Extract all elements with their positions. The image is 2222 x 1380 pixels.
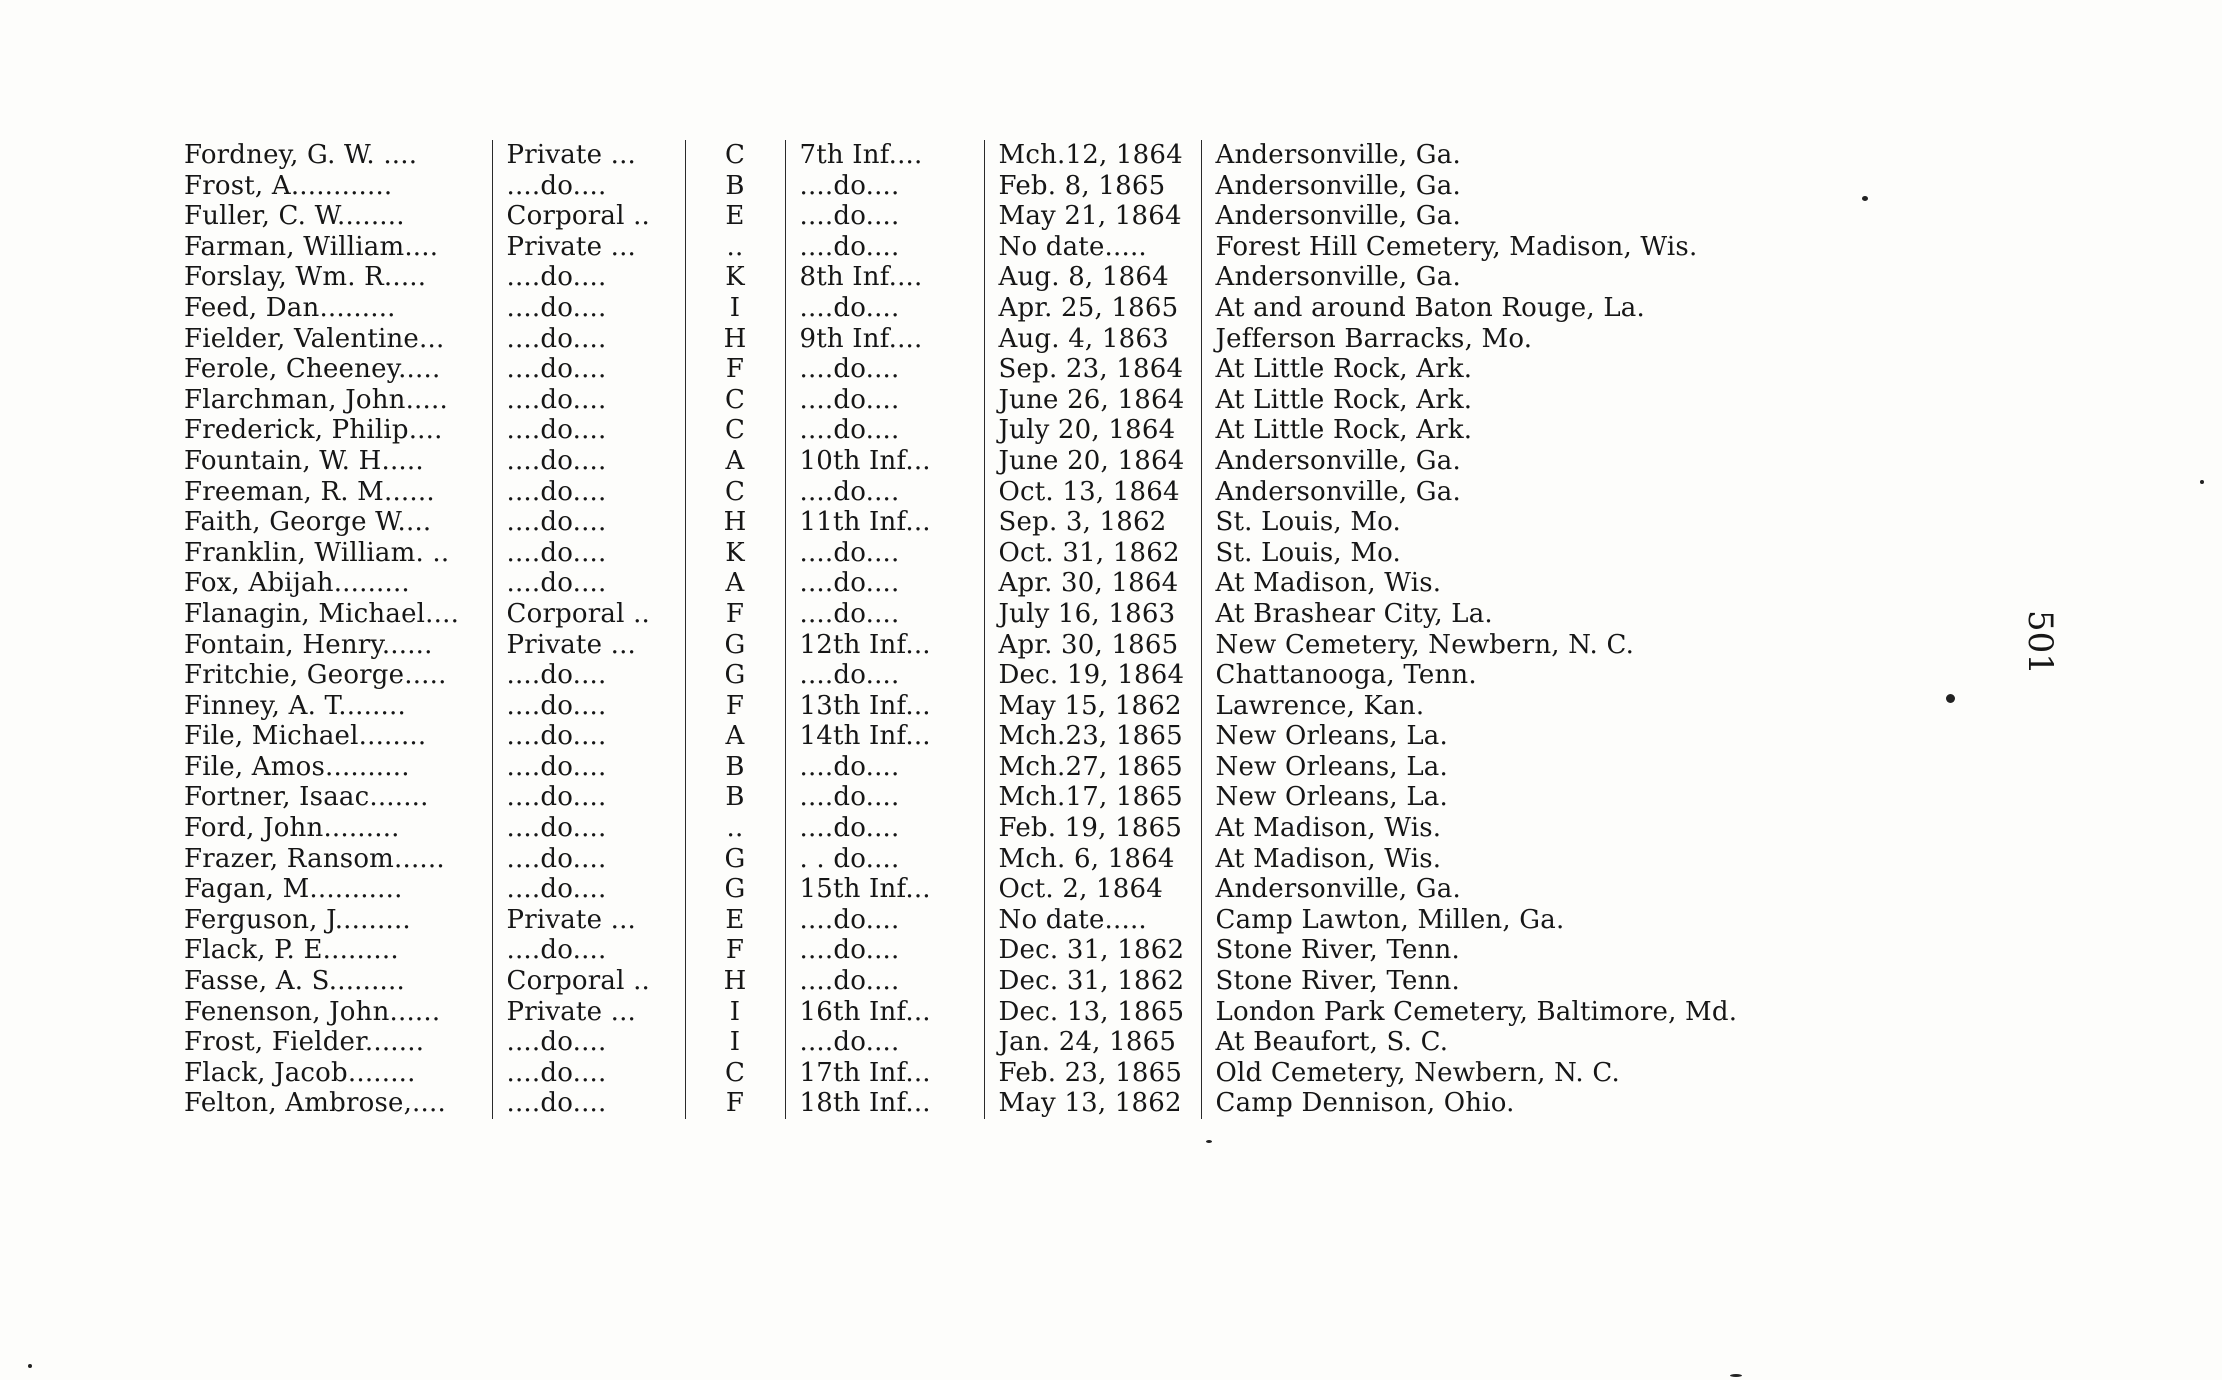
rank: Private ... — [492, 905, 685, 936]
regiment: 15th Inf... — [785, 874, 984, 905]
death-date: Feb. 19, 1865 — [984, 813, 1201, 844]
regiment: ....do.... — [785, 905, 984, 936]
rank: ....do.... — [492, 935, 685, 966]
regiment: 9th Inf.... — [785, 324, 984, 355]
company: A — [685, 446, 785, 477]
burial-place: Andersonville, Ga. — [1201, 171, 1801, 202]
death-date: Jan. 24, 1865 — [984, 1027, 1201, 1058]
burial-place: Camp Lawton, Millen, Ga. — [1201, 905, 1801, 936]
rank: Corporal .. — [492, 966, 685, 997]
table-row — [170, 477, 1801, 508]
regiment: ....do.... — [785, 538, 984, 569]
table-row — [170, 997, 1801, 1028]
burial-place: At Little Rock, Ark. — [1201, 354, 1801, 385]
regiment: ....do.... — [785, 385, 984, 416]
burial-place: St. Louis, Mo. — [1201, 507, 1801, 538]
burial-roster-table — [170, 140, 1801, 1119]
rank: Private ... — [492, 997, 685, 1028]
rank: ....do.... — [492, 691, 685, 722]
company: K — [685, 262, 785, 293]
rank: ....do.... — [492, 660, 685, 691]
company: G — [685, 844, 785, 875]
death-date: Dec. 13, 1865 — [984, 997, 1201, 1028]
table-row — [170, 568, 1801, 599]
company: E — [685, 905, 785, 936]
regiment: ....do.... — [785, 660, 984, 691]
rank: ....do.... — [492, 874, 685, 905]
rank: ....do.... — [492, 752, 685, 783]
soldier-name: Fortner, Isaac....... — [184, 782, 429, 813]
soldier-name: Frazer, Ransom...... — [184, 843, 445, 874]
regiment: ....do.... — [785, 201, 984, 232]
soldier-name: Ferguson, J......... — [184, 904, 411, 935]
burial-place: New Cemetery, Newbern, N. C. — [1201, 630, 1801, 661]
company: E — [685, 201, 785, 232]
regiment: ....do.... — [785, 1027, 984, 1058]
company: H — [685, 966, 785, 997]
company: H — [685, 507, 785, 538]
table-row — [170, 324, 1801, 355]
death-date: Apr. 30, 1864 — [984, 568, 1201, 599]
regiment: 12th Inf... — [785, 630, 984, 661]
regiment: 17th Inf... — [785, 1058, 984, 1089]
regiment: ....do.... — [785, 415, 984, 446]
table-row — [170, 1058, 1801, 1089]
regiment: ....do.... — [785, 935, 984, 966]
company: H — [685, 324, 785, 355]
death-date: Oct. 2, 1864 — [984, 874, 1201, 905]
ink-speck — [1946, 694, 1955, 703]
regiment: ....do.... — [785, 293, 984, 324]
death-date: Dec. 19, 1864 — [984, 660, 1201, 691]
table-row — [170, 844, 1801, 875]
regiment: 18th Inf... — [785, 1088, 984, 1119]
soldier-name: Forslay, Wm. R..... — [184, 262, 427, 293]
death-date: June 20, 1864 — [984, 446, 1201, 477]
burial-place: Camp Dennison, Ohio. — [1201, 1088, 1801, 1119]
table-row — [170, 201, 1801, 232]
death-date: Aug. 4, 1863 — [984, 324, 1201, 355]
soldier-name: Flanagin, Michael.... — [184, 598, 460, 629]
burial-place: At and around Baton Rouge, La. — [1201, 293, 1801, 324]
roster-body — [170, 140, 1801, 1119]
soldier-name: Ford, John......... — [184, 813, 400, 844]
table-row — [170, 354, 1801, 385]
soldier-name: Fenenson, John...... — [184, 996, 441, 1027]
soldier-name: Freeman, R. M...... — [184, 476, 435, 507]
death-date: May 13, 1862 — [984, 1088, 1201, 1119]
table-row — [170, 935, 1801, 966]
regiment: 8th Inf.... — [785, 262, 984, 293]
table-row — [170, 385, 1801, 416]
company: .. — [685, 232, 785, 263]
death-date: June 26, 1864 — [984, 385, 1201, 416]
death-date: Apr. 30, 1865 — [984, 630, 1201, 661]
rank: Corporal .. — [492, 201, 685, 232]
page-number: 501 — [2020, 610, 2060, 675]
table-row — [170, 293, 1801, 324]
ink-speck — [28, 1364, 32, 1368]
table-row — [170, 507, 1801, 538]
soldier-name: Frost, Fielder....... — [184, 1027, 425, 1058]
soldier-name: Frederick, Philip.... — [184, 415, 443, 446]
company: B — [685, 171, 785, 202]
company: B — [685, 782, 785, 813]
company: C — [685, 415, 785, 446]
table-row — [170, 140, 1801, 171]
company: G — [685, 874, 785, 905]
soldier-name: File, Amos.......... — [184, 751, 410, 782]
rank: ....do.... — [492, 721, 685, 752]
regiment: ....do.... — [785, 599, 984, 630]
death-date: May 15, 1862 — [984, 691, 1201, 722]
table-row — [170, 721, 1801, 752]
rank: Corporal .. — [492, 599, 685, 630]
rank: ....do.... — [492, 568, 685, 599]
regiment: 13th Inf... — [785, 691, 984, 722]
rank: ....do.... — [492, 477, 685, 508]
soldier-name: Ferole, Cheeney..... — [184, 354, 441, 385]
table-row — [170, 905, 1801, 936]
death-date: Dec. 31, 1862 — [984, 935, 1201, 966]
regiment: ....do.... — [785, 354, 984, 385]
soldier-name: Faith, George W.... — [184, 507, 432, 538]
burial-place: At Madison, Wis. — [1201, 568, 1801, 599]
table-row — [170, 232, 1801, 263]
burial-place: Lawrence, Kan. — [1201, 691, 1801, 722]
death-date: Feb. 8, 1865 — [984, 171, 1201, 202]
table-row — [170, 171, 1801, 202]
burial-place: Andersonville, Ga. — [1201, 140, 1801, 171]
burial-place: Forest Hill Cemetery, Madison, Wis. — [1201, 232, 1801, 263]
rank: ....do.... — [492, 293, 685, 324]
regiment: 14th Inf... — [785, 721, 984, 752]
table-row — [170, 660, 1801, 691]
table-row — [170, 538, 1801, 569]
soldier-name: Fountain, W. H..... — [184, 445, 424, 476]
company: I — [685, 1027, 785, 1058]
company: F — [685, 935, 785, 966]
ink-speck — [1206, 1140, 1212, 1143]
table-row — [170, 782, 1801, 813]
burial-place: New Orleans, La. — [1201, 752, 1801, 783]
death-date: Apr. 25, 1865 — [984, 293, 1201, 324]
rank: ....do.... — [492, 538, 685, 569]
table-row — [170, 752, 1801, 783]
rank: ....do.... — [492, 324, 685, 355]
company: B — [685, 752, 785, 783]
death-date: Oct. 31, 1862 — [984, 538, 1201, 569]
table-row — [170, 599, 1801, 630]
company: I — [685, 997, 785, 1028]
burial-place: Old Cemetery, Newbern, N. C. — [1201, 1058, 1801, 1089]
soldier-name: Farman, William.... — [184, 231, 439, 262]
burial-place: Andersonville, Ga. — [1201, 446, 1801, 477]
death-date: Mch. 6, 1864 — [984, 844, 1201, 875]
death-date: Mch.27, 1865 — [984, 752, 1201, 783]
regiment: 7th Inf.... — [785, 140, 984, 171]
death-date: Mch.17, 1865 — [984, 782, 1201, 813]
soldier-name: Frost, A............ — [184, 170, 393, 201]
burial-place: At Madison, Wis. — [1201, 813, 1801, 844]
rank: ....do.... — [492, 813, 685, 844]
burial-place: Stone River, Tenn. — [1201, 935, 1801, 966]
rank: ....do.... — [492, 415, 685, 446]
soldier-name: Fagan, M........... — [184, 874, 403, 905]
company: C — [685, 385, 785, 416]
company: F — [685, 354, 785, 385]
table-row — [170, 262, 1801, 293]
burial-place: London Park Cemetery, Baltimore, Md. — [1201, 997, 1801, 1028]
rank: Private ... — [492, 140, 685, 171]
table-row — [170, 813, 1801, 844]
rank: Private ... — [492, 232, 685, 263]
regiment: 10th Inf... — [785, 446, 984, 477]
regiment: ....do.... — [785, 568, 984, 599]
rank: ....do.... — [492, 171, 685, 202]
death-date: Mch.12, 1864 — [984, 140, 1201, 171]
burial-place: Andersonville, Ga. — [1201, 262, 1801, 293]
burial-place: Andersonville, Ga. — [1201, 477, 1801, 508]
death-date: No date..... — [984, 905, 1201, 936]
burial-place: At Little Rock, Ark. — [1201, 415, 1801, 446]
company: F — [685, 1088, 785, 1119]
rank: ....do.... — [492, 507, 685, 538]
table-row — [170, 446, 1801, 477]
burial-place: Stone River, Tenn. — [1201, 966, 1801, 997]
company: F — [685, 599, 785, 630]
burial-place: New Orleans, La. — [1201, 782, 1801, 813]
regiment: ....do.... — [785, 813, 984, 844]
company: A — [685, 568, 785, 599]
death-date: July 20, 1864 — [984, 415, 1201, 446]
burial-place: At Beaufort, S. C. — [1201, 1027, 1801, 1058]
rank: ....do.... — [492, 385, 685, 416]
rank: ....do.... — [492, 446, 685, 477]
soldier-name: Fordney, G. W. .... — [184, 140, 418, 170]
soldier-name: Finney, A. T........ — [184, 690, 406, 721]
table-row — [170, 630, 1801, 661]
table-row — [170, 1027, 1801, 1058]
soldier-name: Fasse, A. S......... — [184, 966, 405, 997]
death-date: Oct. 13, 1864 — [984, 477, 1201, 508]
death-date: Dec. 31, 1862 — [984, 966, 1201, 997]
ink-speck — [1862, 196, 1868, 201]
table-row — [170, 966, 1801, 997]
regiment: ....do.... — [785, 477, 984, 508]
rank: ....do.... — [492, 1058, 685, 1089]
burial-place: Andersonville, Ga. — [1201, 201, 1801, 232]
ink-speck — [1730, 1374, 1742, 1377]
soldier-name: Fuller, C. W........ — [184, 201, 405, 232]
table-row — [170, 1088, 1801, 1119]
regiment: ....do.... — [785, 171, 984, 202]
death-date: Feb. 23, 1865 — [984, 1058, 1201, 1089]
death-date: Sep. 23, 1864 — [984, 354, 1201, 385]
burial-place: At Madison, Wis. — [1201, 844, 1801, 875]
rank: ....do.... — [492, 1027, 685, 1058]
regiment: ....do.... — [785, 782, 984, 813]
company: I — [685, 293, 785, 324]
soldier-name: Fritchie, George..... — [184, 660, 447, 691]
soldier-name: Fielder, Valentine... — [184, 323, 445, 354]
soldier-name: Felton, Ambrose,.... — [184, 1088, 446, 1119]
ink-speck — [2200, 480, 2204, 484]
regiment: ....do.... — [785, 966, 984, 997]
rank: ....do.... — [492, 782, 685, 813]
company: A — [685, 721, 785, 752]
soldier-name: Fox, Abijah......... — [184, 568, 410, 599]
regiment: ....do.... — [785, 232, 984, 263]
table-row — [170, 691, 1801, 722]
burial-place: St. Louis, Mo. — [1201, 538, 1801, 569]
rank: ....do.... — [492, 262, 685, 293]
regiment: 11th Inf... — [785, 507, 984, 538]
burial-place: New Orleans, La. — [1201, 721, 1801, 752]
company: .. — [685, 813, 785, 844]
death-date: Sep. 3, 1862 — [984, 507, 1201, 538]
company: C — [685, 477, 785, 508]
rank: ....do.... — [492, 844, 685, 875]
company: C — [685, 1058, 785, 1089]
soldier-name: Flack, Jacob........ — [184, 1057, 416, 1088]
burial-place: Andersonville, Ga. — [1201, 874, 1801, 905]
burial-place: Chattanooga, Tenn. — [1201, 660, 1801, 691]
company: G — [685, 630, 785, 661]
death-date: Aug. 8, 1864 — [984, 262, 1201, 293]
death-date: No date..... — [984, 232, 1201, 263]
company: G — [685, 660, 785, 691]
burial-place: Jefferson Barracks, Mo. — [1201, 324, 1801, 355]
death-date: July 16, 1863 — [984, 599, 1201, 630]
soldier-name: Flack, P. E......... — [184, 935, 399, 966]
soldier-name: File, Michael........ — [184, 721, 427, 752]
soldier-name: Franklin, William. .. — [184, 537, 450, 568]
table-row — [170, 874, 1801, 905]
rank: Private ... — [492, 630, 685, 661]
company: C — [685, 140, 785, 171]
burial-place: At Brashear City, La. — [1201, 599, 1801, 630]
company: F — [685, 691, 785, 722]
table-row — [170, 415, 1801, 446]
company: K — [685, 538, 785, 569]
regiment: . . do.... — [785, 844, 984, 875]
soldier-name: Fontain, Henry...... — [184, 629, 433, 660]
soldier-name: Flarchman, John..... — [184, 384, 448, 415]
regiment: ....do.... — [785, 752, 984, 783]
death-date: May 21, 1864 — [984, 201, 1201, 232]
regiment: 16th Inf... — [785, 997, 984, 1028]
burial-place: At Little Rock, Ark. — [1201, 385, 1801, 416]
death-date: Mch.23, 1865 — [984, 721, 1201, 752]
soldier-name: Feed, Dan......... — [184, 292, 396, 323]
rank: ....do.... — [492, 1088, 685, 1119]
rank: ....do.... — [492, 354, 685, 385]
